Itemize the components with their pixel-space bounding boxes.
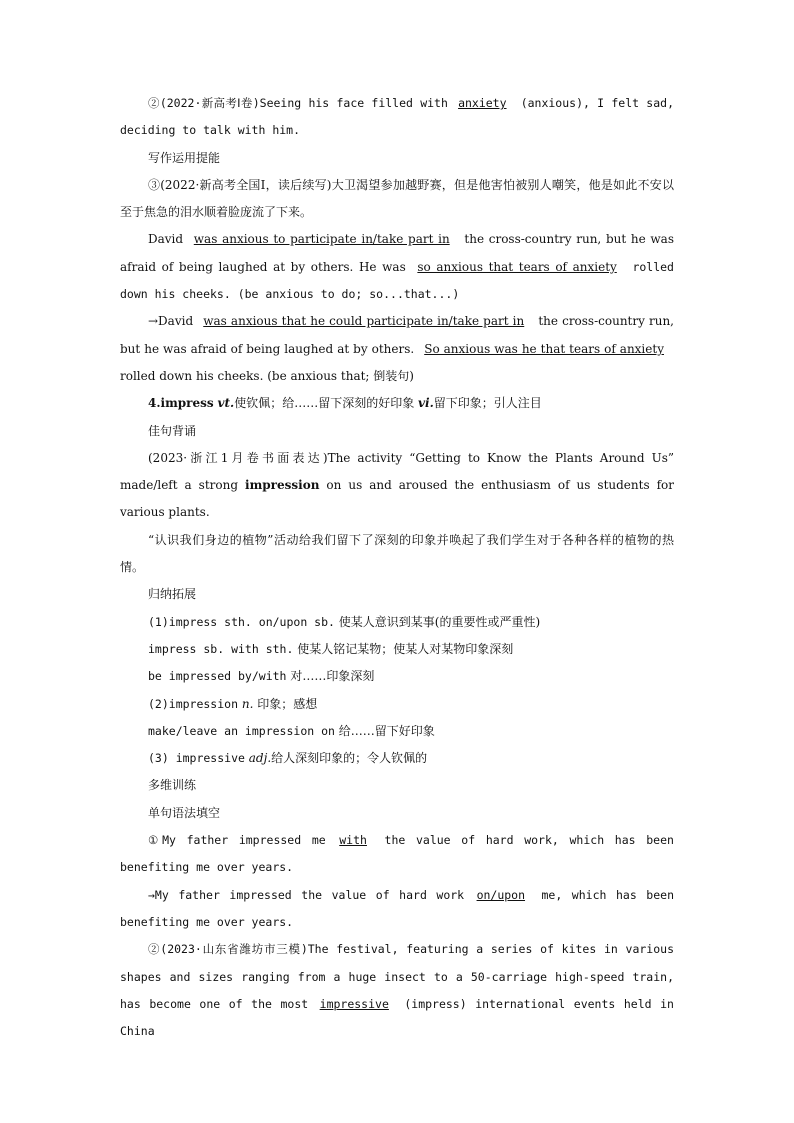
q2-answer: impressive <box>319 996 389 1011</box>
make-cn: 给……留下好印象 <box>338 723 435 738</box>
impress-meaning-vt: 使钦佩；给……留下深刻的好印象 <box>234 396 415 411</box>
q1b-b: me, which has been benefiting me over years. <box>120 887 674 929</box>
item-3-line2-c: rolled down his cheeks. (be anxious that; 倒装句) <box>120 368 414 383</box>
item-3-blank-3: was anxious that he could participate in/take part in <box>203 314 525 329</box>
impressive-line <box>120 745 674 772</box>
item-3-line1-c: rolled down his cheeks. (be anxious to do; so...that...) <box>120 259 674 302</box>
impression-pos: n. <box>241 696 254 711</box>
impress-pos-vt: vt. <box>217 396 235 411</box>
item-3-chinese: ③(2022·新高考全国Ⅰ，读后续写)大卫渴望参加越野赛，但是他害怕被别人嘲笑，他是如此不安以至于焦急的泪水顺着脸庞流了下来。 <box>120 177 674 220</box>
make-line <box>120 718 674 745</box>
impression-en: (2)impression <box>148 696 239 711</box>
recite-en-b: on us and aroused the enthusiasm of us students for various plants. <box>120 478 674 520</box>
item-3-line2-b: the cross-country run, but he was afraid of being laughed at by others. <box>120 314 674 356</box>
train-heading: 多维训练 <box>148 778 197 793</box>
impress-meaning-vi: 留下印象；引人注目 <box>433 396 542 411</box>
impressive-cn: 给人深刻印象的；令人钦佩的 <box>271 751 428 766</box>
recite-heading: 佳句背诵 <box>148 423 197 438</box>
question-1 <box>120 827 674 882</box>
item-3-line1-a: David <box>148 232 184 247</box>
item-2-prefix: ②(2022·新高考Ⅰ卷)Seeing his face filled with <box>148 96 448 110</box>
q2-a: ②(2023·山东省潍坊市三模)The festival, featuring a series of kites in various shapes and sizes ranging from a huge insect to a 50-carriage high-speed train, has become one of the most <box>120 942 674 1011</box>
item-3-blank-1: was anxious to participate in/take part in <box>193 232 450 247</box>
item-2-paragraph <box>120 90 674 145</box>
expand-item-en: be impressed by/with <box>148 669 287 684</box>
impressive-pos: adj. <box>248 751 272 766</box>
item-2-answer: anxiety <box>458 96 507 110</box>
recite-chinese: “认识我们身边的植物”活动给我们留下了深刻的印象并唤起了我们学生对于各种各样的植物的热情。 <box>120 532 674 575</box>
q1-b: the value of hard work, which has been benefiting me over years. <box>120 833 674 875</box>
impress-heading <box>120 390 674 417</box>
q1-answer: with <box>339 833 367 848</box>
expand-item-en: (1)impress sth. on/upon sb. <box>148 614 335 629</box>
document-page <box>120 90 674 1045</box>
expand-item-cn: 对……印象深刻 <box>290 669 375 684</box>
impression-cn: 印象；感想 <box>257 696 318 711</box>
impression-line <box>120 691 674 718</box>
recite-english <box>120 445 674 527</box>
expand-item-en: impress sb. with sth. <box>148 641 294 656</box>
item-3-blank-4: So anxious was he that tears of anxiety <box>424 341 664 356</box>
expand-item-cn: 使某人铭记某物；使某人对某物印象深刻 <box>297 641 514 656</box>
item-3-answer-2 <box>120 308 674 390</box>
expand-item <box>120 663 674 690</box>
q2-b: (impress) international events held in China <box>120 996 674 1039</box>
question-1b <box>120 882 674 937</box>
make-en: make/leave an impression on <box>148 723 335 738</box>
q1b-answer: on/upon <box>476 887 526 902</box>
recite-en-bold: impression <box>245 478 320 493</box>
impress-word: 4.impress <box>148 396 214 411</box>
expand-heading: 归纳拓展 <box>148 587 197 602</box>
item-3-line1-b: the cross-country run, but he was afraid of being laughed at by others. He was <box>120 232 674 274</box>
writing-heading: 写作运用提能 <box>148 150 221 165</box>
item-3-blank-2: so anxious that tears of anxiety <box>417 259 617 274</box>
impress-pos-vi: vi. <box>418 396 434 411</box>
item-2-suffix: (anxious), I felt sad, deciding to talk with him. <box>120 96 674 138</box>
expand-item <box>120 636 674 663</box>
q1-a: ①My father impressed me <box>148 833 326 848</box>
q1b-a: →My father impressed the value of hard work <box>148 887 465 902</box>
recite-en-a: (2023·浙江1月卷书面表达)The activity “Getting to Know the Plants Around Us” made/left a strong <box>120 450 674 493</box>
expand-item-cn: 使某人意识到某事(的重要性或严重性) <box>338 614 541 629</box>
expand-item <box>120 609 674 636</box>
impressive-en: (3) impressive <box>148 751 245 766</box>
item-3-answer-1 <box>120 226 674 308</box>
item-3-line2-a: →David <box>148 314 194 329</box>
question-2 <box>120 936 674 1045</box>
fill-heading: 单句语法填空 <box>148 805 221 820</box>
